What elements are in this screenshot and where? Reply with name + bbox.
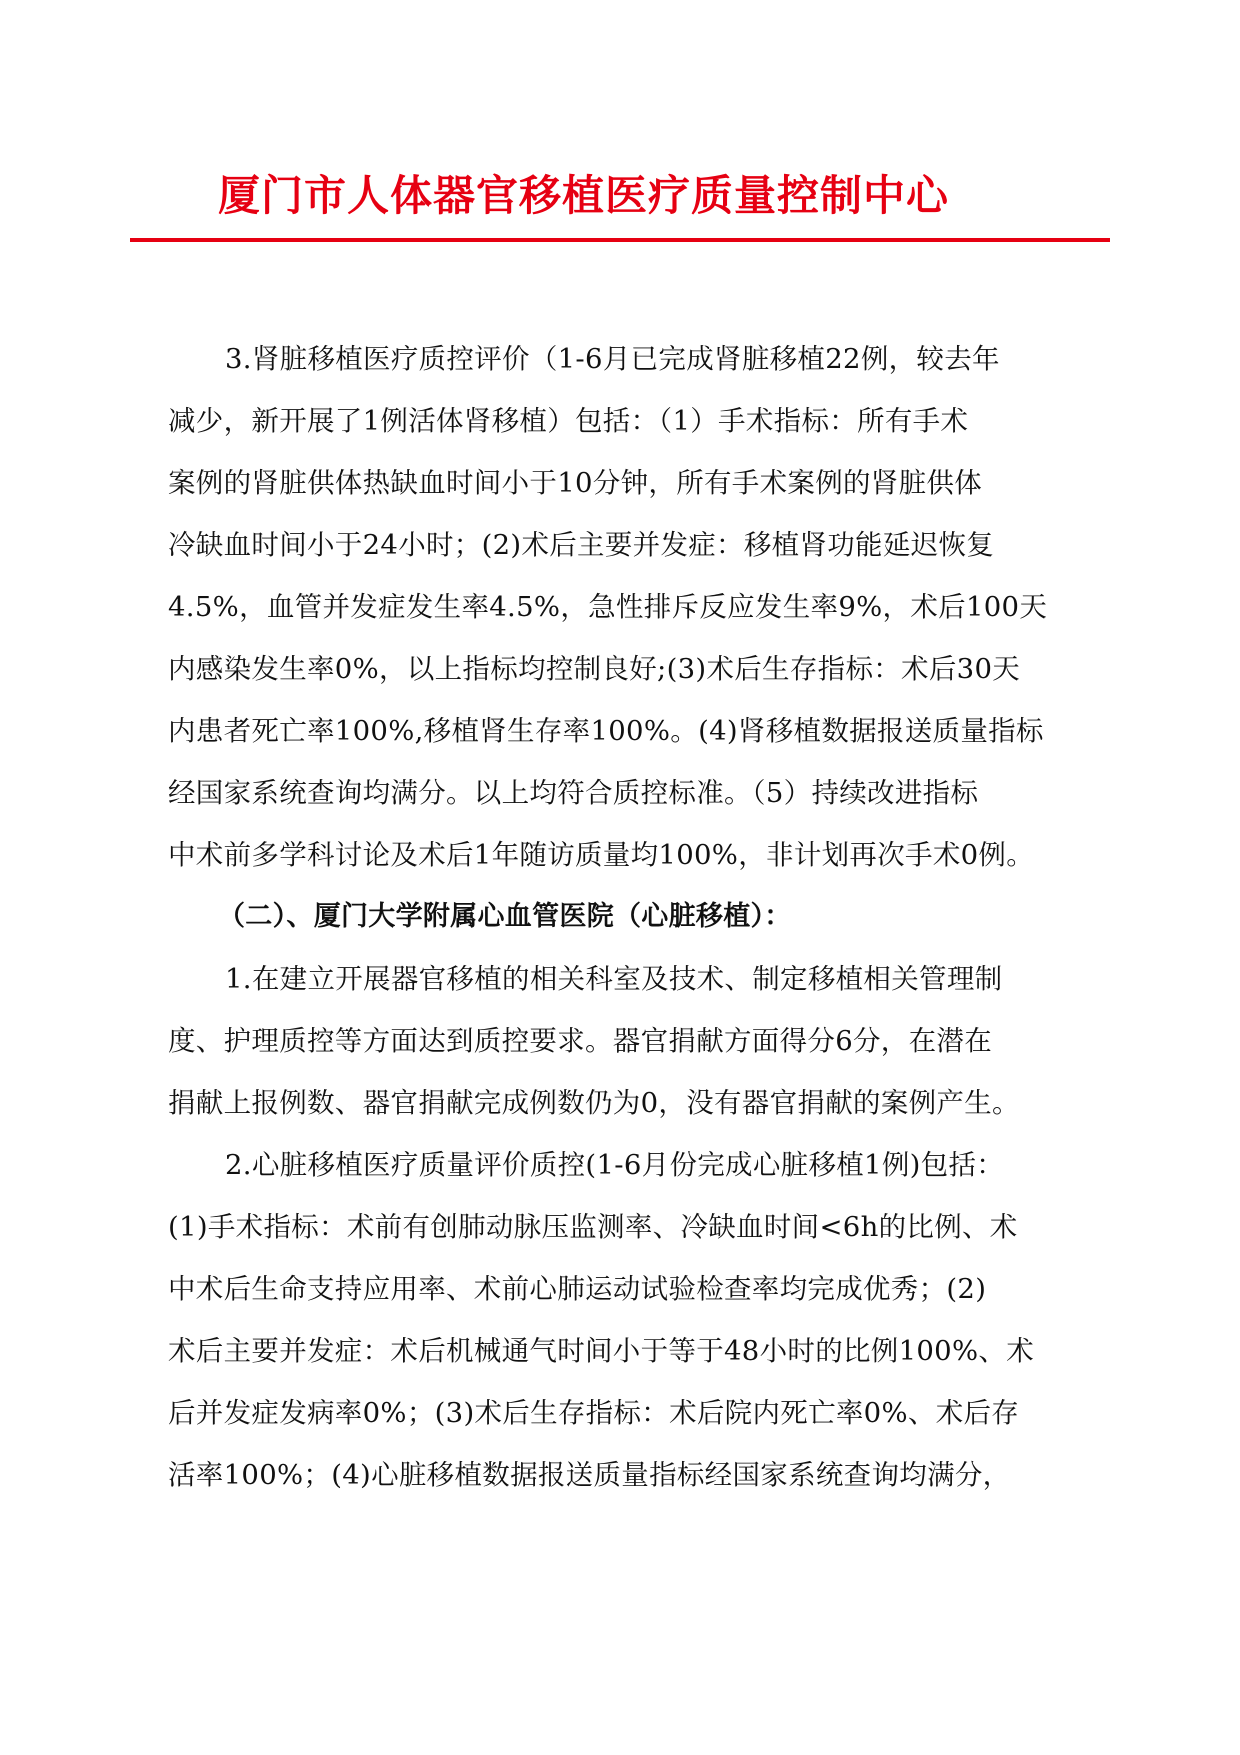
paragraph-line: (1)手术指标：术前有创肺动脉压监测率、冷缺血时间<6h的比例、术 bbox=[168, 1211, 1018, 1243]
paragraph-line: 术后主要并发症：术后机械通气时间小于等于48小时的比例100%、术 bbox=[168, 1335, 1035, 1367]
paragraph-line: 中术前多学科讨论及术后1年随访质量均100%，非计划再次手术0例。 bbox=[168, 839, 1035, 871]
paragraph-line: 3.肾脏移植医疗质控评价（1-6月已完成肾脏移植22例，较去年 bbox=[225, 343, 1000, 375]
paragraph-line: 后并发症发病率0%；(3)术后生存指标：术后院内死亡率0%、术后存 bbox=[168, 1397, 1020, 1429]
paragraph-line: 1.在建立开展器官移植的相关科室及技术、制定移植相关管理制 bbox=[225, 963, 1003, 995]
paragraph-line: 冷缺血时间小于24小时；(2)术后主要并发症：移植肾功能延迟恢复 bbox=[168, 529, 995, 561]
paragraph-line: 2.心脏移植医疗质量评价质控(1-6月份完成心脏移植1例)包括： bbox=[225, 1149, 1005, 1181]
paragraph-line: 度、护理质控等方面达到质控要求。器官捐献方面得分6分，在潜在 bbox=[168, 1025, 992, 1057]
paragraph-line: 内患者死亡率100%,移植肾生存率100%。(4)肾移植数据报送质量指标 bbox=[168, 715, 1044, 747]
paragraph-line: 案例的肾脏供体热缺血时间小于10分钟，所有手术案例的肾脏供体 bbox=[168, 467, 982, 499]
paragraph-line: 内感染发生率0%，以上指标均控制良好;(3)术后生存指标：术后30天 bbox=[168, 653, 1021, 685]
paragraph-line: 4.5%，血管并发症发生率4.5%，急性排斥反应发生率9%，术后100天 bbox=[168, 591, 1048, 623]
paragraph-line: 中术后生命支持应用率、术前心肺运动试验检查率均完成优秀；(2) bbox=[168, 1273, 987, 1305]
paragraph-line: 活率100%；(4)心脏移植数据报送质量指标经国家系统查询均满分， bbox=[168, 1459, 1011, 1491]
header-divider bbox=[130, 238, 1110, 242]
paragraph-line: 经国家系统查询均满分。以上均符合质控标准。（5）持续改进指标 bbox=[168, 777, 979, 809]
section-heading: （二）、厦门大学附属心血管医院（心脏移植）： bbox=[218, 901, 792, 932]
paragraph-line: 减少，新开展了1例活体肾移植）包括：（1）手术指标：所有手术 bbox=[168, 405, 969, 437]
paragraph-line: 捐献上报例数、器官捐献完成例数仍为0，没有器官捐献的案例产生。 bbox=[168, 1087, 1020, 1119]
document-header-title: 厦门市人体器官移植医疗质量控制中心 bbox=[218, 171, 950, 220]
